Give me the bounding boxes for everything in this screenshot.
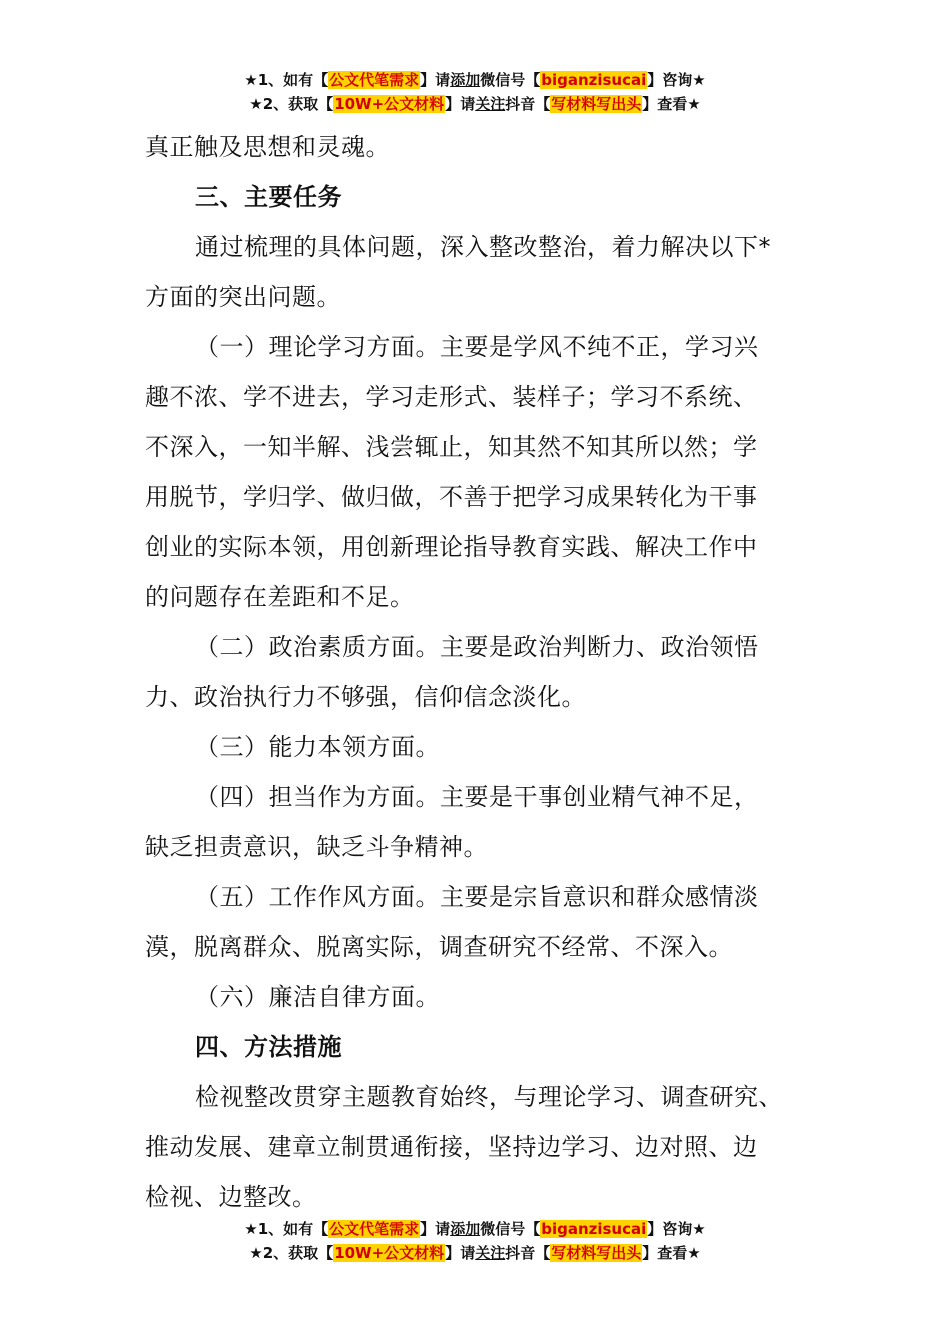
- highlight-tag: 写材料写出头: [551, 95, 642, 113]
- section-heading: 三、主要任务: [195, 183, 342, 211]
- text-line: （四）担当作为方面。主要是干事创业精气神不足，: [195, 783, 759, 811]
- text-line: （一）理论学习方面。主要是学风不纯不正，学习兴: [195, 333, 759, 361]
- section-heading: 四、方法措施: [195, 1033, 342, 1061]
- banner-line-1: ★1、如有【公文代笔需求】请添加微信号【biganzisucai】咨询★: [244, 1220, 706, 1238]
- text-line: 用脱节，学归学、做归做，不善于把学习成果转化为干事: [145, 483, 758, 511]
- text-line: 方面的突出问题。: [145, 283, 341, 311]
- text-line: 不深入，一知半解、浅尝辄止，知其然不知其所以然；学: [145, 433, 758, 461]
- text-line: 推动发展、建章立制贯通衔接，坚持边学习、边对照、边: [145, 1133, 758, 1161]
- banner-line-1: ★1、如有【公文代笔需求】请添加微信号【biganzisucai】咨询★: [244, 71, 706, 89]
- text-line: 力、政治执行力不够强，信仰信念淡化。: [145, 683, 586, 711]
- highlight-tag: 10W+公文材料: [334, 1244, 445, 1262]
- document-body: [145, 122, 825, 1222]
- text-line: （六）廉洁自律方面。: [195, 983, 440, 1011]
- footer-banner: [0, 1217, 950, 1265]
- text-line: 真正触及思想和灵魂。: [145, 133, 390, 161]
- highlight-tag: 公文代笔需求: [329, 1220, 420, 1238]
- text-line: 趣不浓、学不进去，学习走形式、装样子；学习不系统、: [145, 383, 758, 411]
- text-line: （三）能力本领方面。: [195, 733, 440, 761]
- highlight-tag: biganzisucai: [541, 71, 647, 89]
- text-line: 创业的实际本领，用创新理论指导教育实践、解决工作中: [145, 533, 758, 561]
- highlight-tag: 写材料写出头: [551, 1244, 642, 1262]
- highlight-tag: biganzisucai: [541, 1220, 647, 1238]
- text-line: 检视、边整改。: [145, 1183, 317, 1211]
- text-line: （二）政治素质方面。主要是政治判断力、政治领悟: [195, 633, 759, 661]
- banner-line-2: ★2、获取【10W+公文材料】请关注抖音【写材料写出头】查看★: [249, 1244, 701, 1262]
- text-line: 的问题存在差距和不足。: [145, 583, 415, 611]
- text-line: 漠，脱离群众、脱离实际，调查研究不经常、不深入。: [145, 933, 733, 961]
- text-line: 缺乏担责意识，缺乏斗争精神。: [145, 833, 488, 861]
- text-line: 检视整改贯穿主题教育始终，与理论学习、调查研究、: [195, 1083, 783, 1111]
- banner-line-2: ★2、获取【10W+公文材料】请关注抖音【写材料写出头】查看★: [249, 95, 701, 113]
- header-banner: [0, 68, 950, 116]
- text-line: （五）工作作风方面。主要是宗旨意识和群众感情淡: [195, 883, 759, 911]
- highlight-tag: 公文代笔需求: [329, 71, 420, 89]
- text-line: 通过梳理的具体问题，深入整改整治，着力解决以下*: [195, 233, 771, 261]
- highlight-tag: 10W+公文材料: [334, 95, 445, 113]
